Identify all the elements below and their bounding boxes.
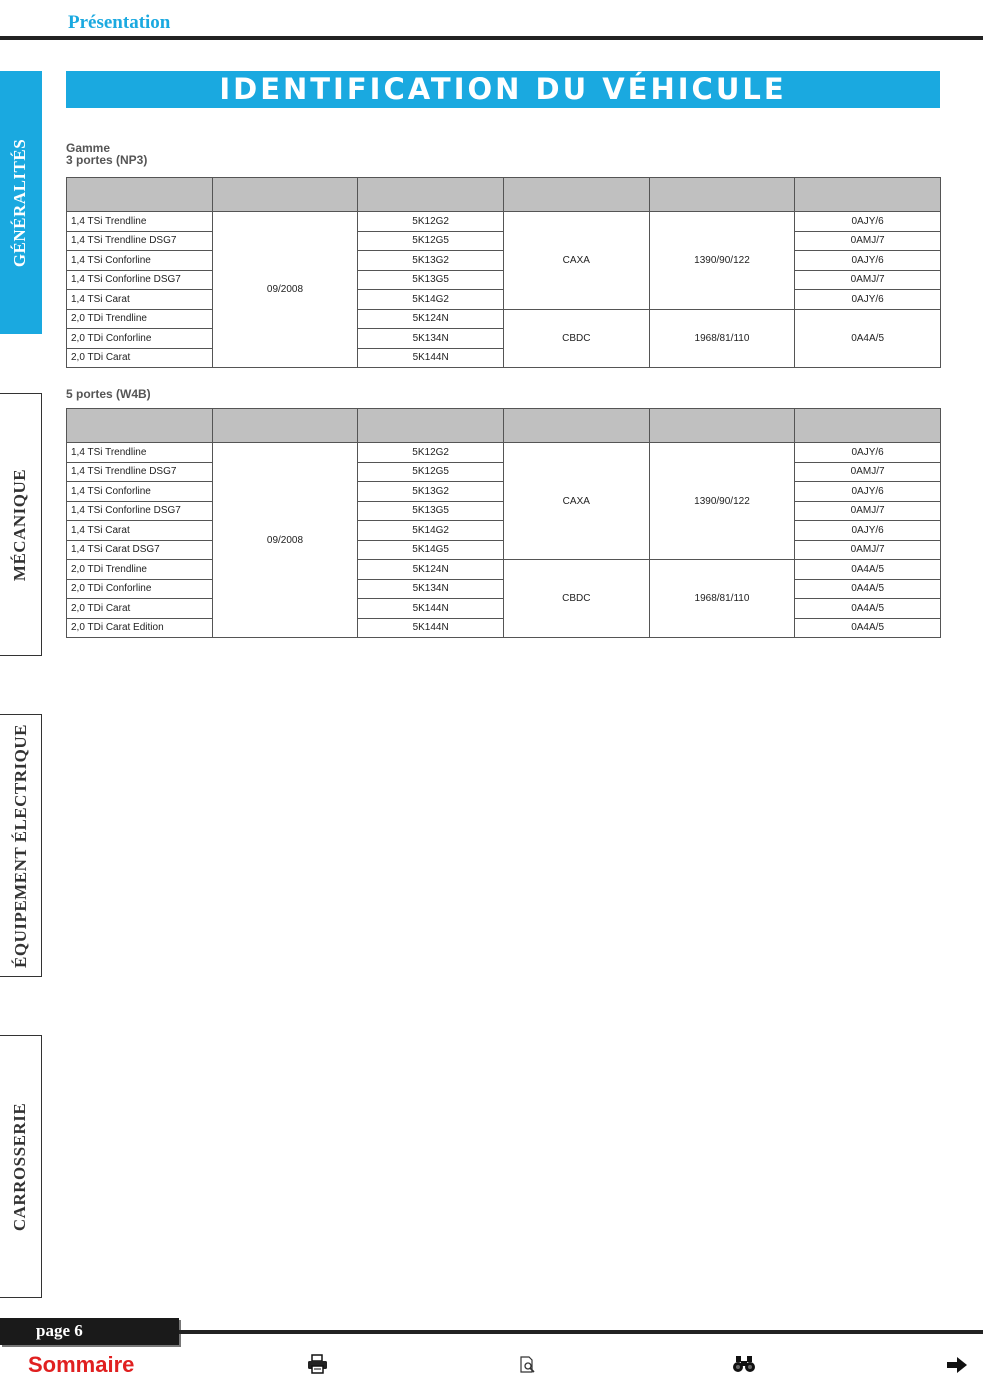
five-doors-heading: 5 portes (W4B) <box>66 387 151 401</box>
engine-cell: CAXA <box>503 443 649 560</box>
type-cell: 5K124N <box>358 309 504 329</box>
header-cell <box>212 409 358 443</box>
three-doors-table <box>66 177 941 368</box>
gearbox-cell: 0A4A/5 <box>795 618 941 638</box>
side-tab-equipement-electrique[interactable] <box>0 714 42 977</box>
gearbox-cell: 0A4A/5 <box>795 309 941 368</box>
type-cell: 5K124N <box>358 560 504 580</box>
header-cell <box>358 178 504 212</box>
gearbox-cell: 0A4A/5 <box>795 579 941 599</box>
gamme-heading: Gamme <box>66 141 111 155</box>
gearbox-cell: 0AJY/6 <box>795 521 941 541</box>
type-cell: 5K144N <box>358 348 504 368</box>
side-tab-label: GÉNÉRALITÉS <box>10 138 30 267</box>
gearbox-cell: 0AMJ/7 <box>795 501 941 521</box>
gearbox-cell: 0AMJ/7 <box>795 540 941 560</box>
model-cell: 2,0 TDi Trendline <box>67 309 213 329</box>
type-cell: 5K13G2 <box>358 251 504 271</box>
document-preview-icon[interactable] <box>519 1356 537 1374</box>
date-cell: 09/2008 <box>212 443 358 638</box>
model-cell: 2,0 TDi Conforline <box>67 579 213 599</box>
model-cell: 1,4 TSi Conforline DSG7 <box>67 501 213 521</box>
header-cell <box>649 409 795 443</box>
header-cell <box>649 178 795 212</box>
type-cell: 5K12G5 <box>358 462 504 482</box>
three-doors-heading: 3 portes (NP3) <box>66 153 148 167</box>
header-rule <box>0 36 983 40</box>
type-cell: 5K144N <box>358 618 504 638</box>
page-number: page 6 <box>36 1321 83 1340</box>
gearbox-cell: 0AMJ/7 <box>795 231 941 251</box>
type-cell: 5K13G2 <box>358 482 504 502</box>
section-title: Présentation <box>68 12 171 33</box>
model-cell: 1,4 TSi Conforline <box>67 251 213 271</box>
header-cell <box>67 178 213 212</box>
side-tab-carrosserie[interactable] <box>0 1035 42 1298</box>
type-cell: 5K13G5 <box>358 501 504 521</box>
binoculars-icon[interactable] <box>732 1355 756 1373</box>
type-cell: 5K14G5 <box>358 540 504 560</box>
gearbox-cell: 0AJY/6 <box>795 443 941 463</box>
model-cell: 1,4 TSi Conforline DSG7 <box>67 270 213 290</box>
model-cell: 1,4 TSi Carat <box>67 290 213 310</box>
print-icon[interactable] <box>307 1354 329 1374</box>
gearbox-cell: 0AJY/6 <box>795 482 941 502</box>
gearbox-cell: 0AJY/6 <box>795 251 941 271</box>
model-cell: 1,4 TSi Carat DSG7 <box>67 540 213 560</box>
engine-cell: CBDC <box>503 309 649 368</box>
type-cell: 5K12G2 <box>358 443 504 463</box>
model-cell: 1,4 TSi Trendline DSG7 <box>67 231 213 251</box>
spec-cell: 1390/90/122 <box>649 212 795 310</box>
engine-cell: CBDC <box>503 560 649 638</box>
type-cell: 5K134N <box>358 329 504 349</box>
page-number-tab <box>0 1318 179 1345</box>
side-tab-label: MÉCANIQUE <box>10 468 30 581</box>
table-row <box>67 443 941 463</box>
gearbox-cell: 0AJY/6 <box>795 212 941 232</box>
model-cell: 2,0 TDi Carat <box>67 599 213 619</box>
next-arrow-icon[interactable] <box>946 1356 968 1374</box>
type-cell: 5K14G2 <box>358 521 504 541</box>
page-title-banner: IDENTIFICATION DU VÉHICULE <box>66 71 940 108</box>
type-cell: 5K14G2 <box>358 290 504 310</box>
header-cell <box>503 409 649 443</box>
footer-rule <box>179 1330 983 1334</box>
side-tab-label: CARROSSERIE <box>10 1102 30 1231</box>
engine-cell: CAXA <box>503 212 649 310</box>
table-row <box>67 212 941 232</box>
table-row <box>67 560 941 580</box>
gearbox-cell: 0A4A/5 <box>795 599 941 619</box>
sommaire-link[interactable]: Sommaire <box>28 1352 135 1377</box>
table-header-row <box>67 178 941 212</box>
five-doors-table <box>66 408 941 638</box>
date-cell: 09/2008 <box>212 212 358 368</box>
table-row <box>67 309 941 329</box>
spec-cell: 1968/81/110 <box>649 309 795 368</box>
header-cell <box>795 178 941 212</box>
model-cell: 2,0 TDi Carat <box>67 348 213 368</box>
model-cell: 1,4 TSi Carat <box>67 521 213 541</box>
side-tab-mecanique[interactable] <box>0 393 42 656</box>
type-cell: 5K12G5 <box>358 231 504 251</box>
header-cell <box>212 178 358 212</box>
model-cell: 1,4 TSi Conforline <box>67 482 213 502</box>
spec-cell: 1390/90/122 <box>649 443 795 560</box>
gearbox-cell: 0AMJ/7 <box>795 462 941 482</box>
header-cell <box>795 409 941 443</box>
side-tab-label: ÉQUIPEMENT ÉLECTRIQUE <box>10 723 30 968</box>
model-cell: 2,0 TDi Trendline <box>67 560 213 580</box>
gearbox-cell: 0AJY/6 <box>795 290 941 310</box>
gearbox-cell: 0A4A/5 <box>795 560 941 580</box>
type-cell: 5K12G2 <box>358 212 504 232</box>
type-cell: 5K13G5 <box>358 270 504 290</box>
header-cell <box>503 178 649 212</box>
header-cell <box>67 409 213 443</box>
model-cell: 2,0 TDi Conforline <box>67 329 213 349</box>
spec-cell: 1968/81/110 <box>649 560 795 638</box>
model-cell: 2,0 TDi Carat Edition <box>67 618 213 638</box>
model-cell: 1,4 TSi Trendline <box>67 443 213 463</box>
type-cell: 5K134N <box>358 579 504 599</box>
table-header-row <box>67 409 941 443</box>
model-cell: 1,4 TSi Trendline <box>67 212 213 232</box>
header-cell <box>358 409 504 443</box>
gearbox-cell: 0AMJ/7 <box>795 270 941 290</box>
type-cell: 5K144N <box>358 599 504 619</box>
model-cell: 1,4 TSi Trendline DSG7 <box>67 462 213 482</box>
side-tab-generalites[interactable] <box>0 71 42 334</box>
